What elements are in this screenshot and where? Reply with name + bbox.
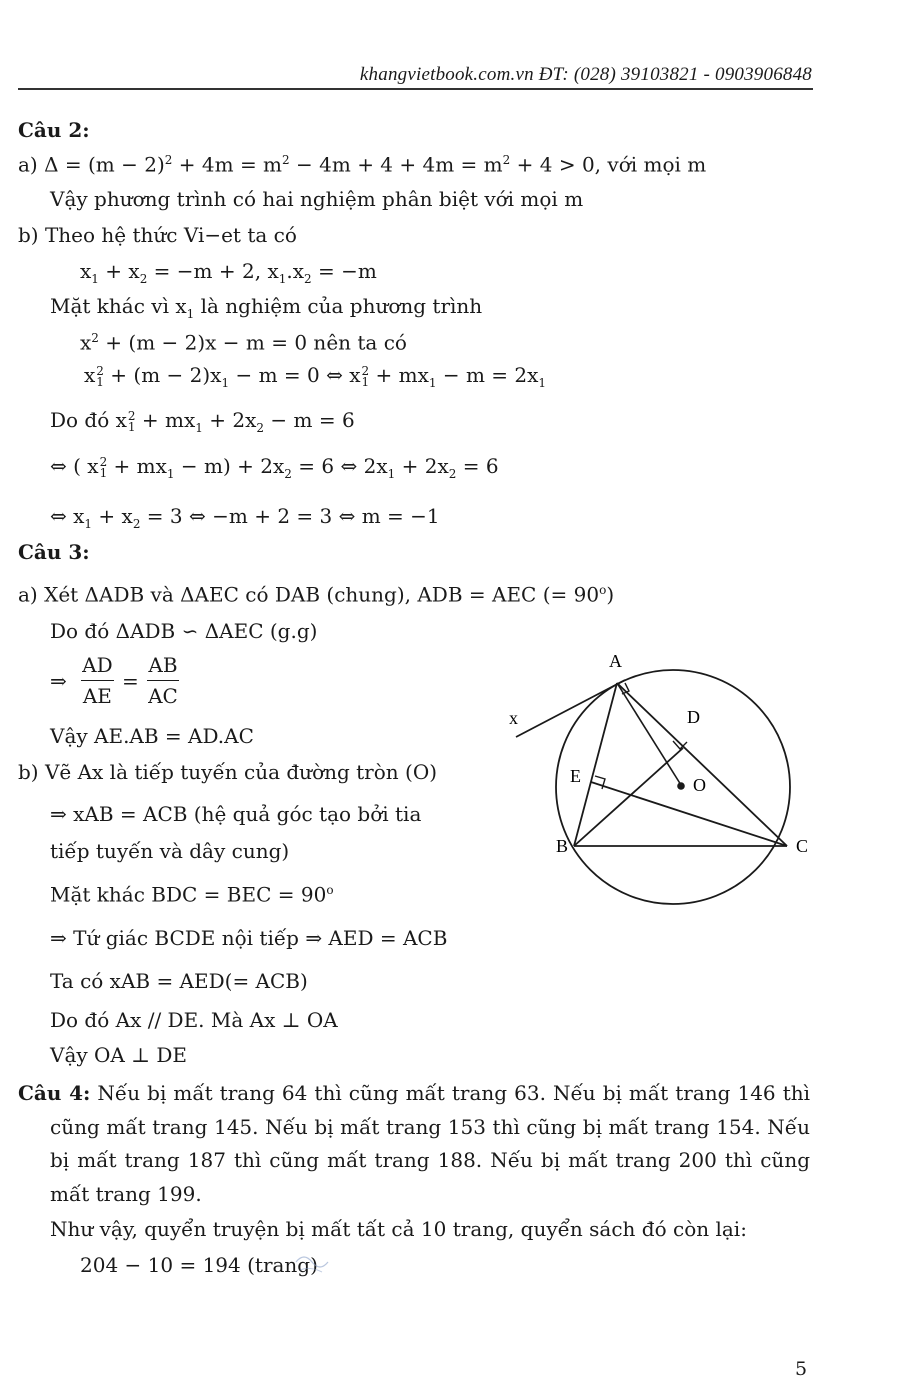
q3-title: Câu 3: (18, 540, 90, 564)
geometry-figure (500, 640, 830, 920)
q2b-line4: x 2 1 + $(m - 2)x_1 - m = 0$ ⇔ x 2 1 + $mx_1 - m = 2x_1$ (84, 363, 547, 390)
q4-title: Câu 4: (18, 1081, 91, 1105)
q3a-conclusion: Vậy AE.AB = AD.AC (50, 724, 254, 748)
page-header: khangvietbook.com.vn ĐT: (028) 39103821 - 0903906848 (359, 64, 812, 85)
circle-o (556, 670, 790, 904)
q3a-line: a) Xét ΔADB và ΔAEC có DAB (chung), ADB = AEC (= $90^o$) (18, 582, 615, 607)
q4-line2: Như vậy, quyển truyện bị mất tất cả 10 trang, quyển sách đó còn lại: (50, 1217, 747, 1241)
center-o (677, 782, 685, 790)
q2b-line2: Mặt khác vì $x_1$ là nghiệm của phương trình (50, 294, 483, 321)
label-c: C (796, 836, 809, 856)
q2a-label: a) Δ = (m − 2) (18, 152, 165, 177)
label-b: B (556, 836, 569, 856)
page-number: 5 (795, 1358, 808, 1380)
fraction-ad-ae: $\frac{AD}{AE}$ (82, 653, 113, 708)
q3b-5: ⇒ Tứ giác BCDE nội tiếp ⇒ AED = ACB (50, 926, 448, 950)
q2b-line6: ⇔ ( x 2 1 + $mx_1 - m) + 2x_2 = 6$ ⇔ $2x_1 + 2x_2 = 6$ (50, 454, 499, 481)
q2b-intro: b) Theo hệ thức Vi−et ta có (18, 223, 297, 247)
tangent-ax (516, 680, 625, 737)
q3b-8: Vậy OA ⊥ DE (50, 1043, 188, 1067)
q3b-6: Ta có xAB = AED(= ACB) (50, 969, 308, 993)
label-d: D (687, 707, 700, 727)
label-e: E (570, 766, 581, 786)
q2-title: Câu 2: (18, 118, 90, 142)
q2b-line5: Do đó x 2 1 + $mx_1 + 2x_2 - m = 6$ (50, 408, 355, 435)
header-rule (18, 88, 813, 90)
q3b-7: Do đó Ax // DE. Mà Ax ⊥ OA (50, 1008, 338, 1032)
q3b-line: b) Vẽ Ax là tiếp tuyến của đường tròn (O) (18, 760, 438, 784)
q3b-3: tiếp tuyến và dây cung) (50, 839, 290, 863)
q3a-similar: Do đó ΔADB ∽ ΔAEC (g.g) (50, 619, 318, 643)
q3a-ratio: ⇒ $\frac{AD}{AE}$ = $\frac{AB}{AC}$ (50, 653, 178, 708)
segment-ab (574, 683, 617, 846)
q4-paragraph (18, 1077, 810, 1211)
q2b-vieta: $x_1 + x_2 = -m + 2$, $x_1.x_2 = -m$ (80, 259, 377, 286)
q2b-line7: ⇔ $x_1 + x_2 = 3$ ⇔ −m + 2 = 3 ⇔ m = −1 (50, 504, 440, 531)
q2a-line: a) $\Delta = (m - 2)^2 + 4m = m^2 - 4m + 4 + 4m = m^2 + 4 > 0$, với mọi m (18, 152, 707, 177)
label-x: x (509, 708, 518, 728)
label-o: O (693, 775, 706, 795)
right-angle-e (595, 776, 605, 789)
q2a-conclusion: Vậy phương trình có hai nghiệm phân biệt với mọi m (50, 187, 584, 211)
q2b-line3: $x^2 + (m - 2)x - m = 0$ nên ta có (80, 330, 407, 355)
q4-calc: 204 − 10 = 194 (trang) (80, 1253, 318, 1277)
fraction-ab-ac: $\frac{AB}{AC}$ (148, 653, 178, 708)
q3b-4: Mặt khác BDC = BEC = $90^o$ (50, 882, 334, 907)
q4-body: Nếu bị mất trang 64 thì cũng mất trang 63. Nếu bị mất trang 146 thì cũng mất trang 145. Nếu bị mất trang 153 thì cũng bị mất trang 154. Nếu bị mất trang 187 thì cũng mất trang 188. Nếu bị mất trang 200 thì cũng mất trang 199. (50, 1081, 811, 1206)
label-a: A (609, 651, 622, 671)
q3b-2: ⇒ xAB = ACB (hệ quả góc tạo bởi tia (50, 802, 422, 826)
segment-ac (617, 683, 787, 846)
segment-ce (591, 782, 787, 846)
